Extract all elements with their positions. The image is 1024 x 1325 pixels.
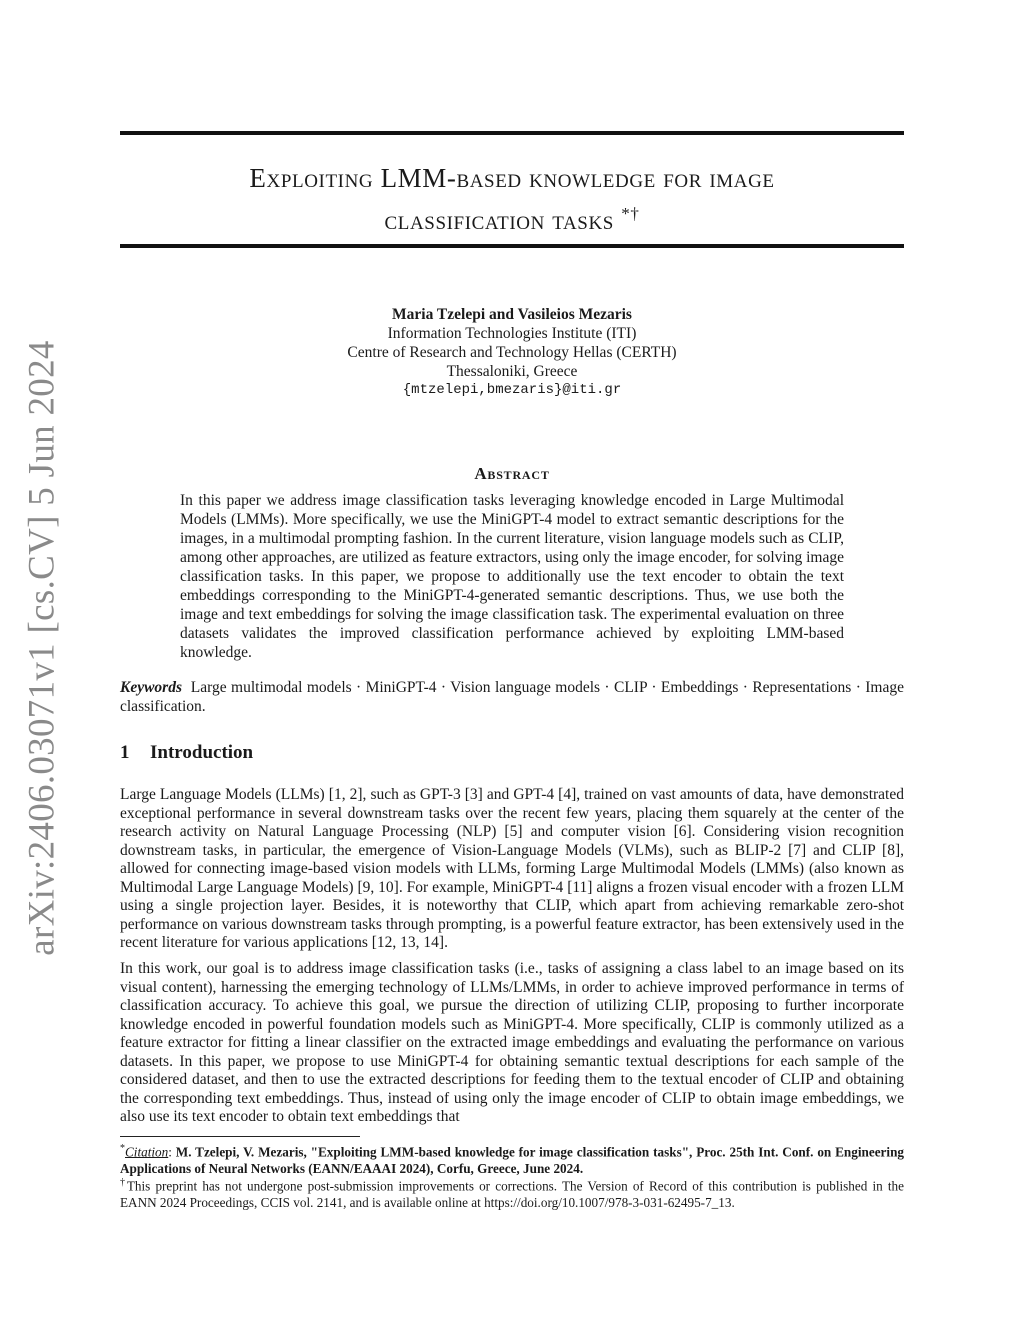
footnote-1-text: M. Tzelepi, V. Mezaris, "Exploiting LMM-based knowledge for image classification tasks", Proc. 25th Int. Conf. on Engineering Applications of Neural Networks (EANN/EAAAI 2024), Corfu, Greece, June 2024. <box>120 1144 904 1176</box>
author-location: Thessaloniki, Greece <box>446 363 578 380</box>
keywords-text: Large multimodal models · MiniGPT-4 · Vision language models · CLIP · Embeddings · Representations · Image classification. <box>120 679 905 715</box>
author-block <box>120 305 904 400</box>
title-bottom-rule <box>120 244 904 248</box>
keywords-label: Keywords <box>120 679 182 696</box>
intro-paragraph-1: Large Language Models (LLMs) [1, 2], such as GPT-3 [3] and GPT-4 [4], trained on vast amounts of data, have demonstrated exceptional performance in several downstream tasks over the recent few years, placing them squarely at the center of the research activity on Natural Language Processing (NLP) [5] and computer vision [6]. Considering vision recognition downstream tasks, in particular, the emergence of Vision-Language Models (VLMs), such as BLIP-2 [7] and CLIP [8], allowed for connecting image-based vision models with LLMs, forming Large Multimodal Models (LMMs) (also known as Multimodal Large Language Models) [9, 10]. For example, MiniGPT-4 [11] aligns a frozen visual encoder with a frozen LLM using a single projection layer. Besides, it is noteworthy that CLIP, which apart from achieving remarkable zero-shot performance on various downstream tasks through prompting, is a powerful feature extractor, has been extensively used in the recent literature for various applications [12, 13, 14]. <box>120 786 904 951</box>
title-line-1: Exploiting LMM-based knowledge for image <box>249 163 775 193</box>
footnote-preprint <box>120 1175 904 1211</box>
paper-title <box>120 160 904 238</box>
affiliation-1: Information Technologies Institute (ITI) <box>387 325 637 342</box>
keywords <box>120 679 904 716</box>
abstract-heading: Abstract <box>474 464 550 483</box>
section-heading <box>120 742 253 764</box>
abstract-text: In this paper we address image classification tasks leveraging knowledge encoded in Large Multimodal Models (LMMs). More specifically, we use the MiniGPT-4 model to extract semantic descriptions for the images, in a multimodal prompting fashion. In the current literature, vision language models such as CLIP, among other approaches, are utilized as feature extractors, using only the image encoder, for solving image classification tasks. In this paper, we propose to additionally use the text encoder to obtain the text embeddings corresponding to the MiniGPT-4-generated semantic descriptions. Thus, we use both the image and text embeddings for solving the image classification task. The experimental evaluation on three datasets validates the improved classification performance achieved by exploiting LMM-based knowledge. <box>180 492 844 661</box>
section-number: 1 <box>120 742 130 763</box>
affiliation-2: Centre of Research and Technology Hellas (CERTH) <box>347 344 677 361</box>
footnote-1-mark: * <box>120 1143 125 1154</box>
footnote-rule <box>120 1136 360 1137</box>
title-marks: *† <box>621 204 640 223</box>
footnote-2-mark: † <box>120 1177 127 1188</box>
title-line-2-text: classification tasks <box>384 205 614 235</box>
footnote-2-text: This preprint has not undergone post-submission improvements or corrections. The Version of Record of this contribution is published in the EANN 2024 Proceedings, CCIS vol. 2141, and is available online at https://doi.org/10.1007/978-3-031-62495-7_13. <box>120 1178 905 1210</box>
title-line-2 <box>120 196 904 238</box>
arxiv-stamp-text: arXiv:2406.03071v1 [cs.CV] 5 Jun 2024 <box>21 340 63 956</box>
section-title: Introduction <box>150 742 254 763</box>
intro-paragraph-2: In this work, our goal is to address image classification tasks (i.e., tasks of assigning a class label to an image based on its visual content), harnessing the emerging technology of LLMs/LMMs, in order to achieve improved performance in terms of classification accuracy. To achieve this goal, we pursue the direction of utilizing CLIP, proposing to further incorporate knowledge encoded in powerful foundation models such as MiniGPT-4. More specifically, CLIP is commonly utilized as a feature extractor for fitting a linear classifier on the extracted image embeddings and evaluating the performance on various datasets. In this paper, we propose to use MiniGPT-4 for obtaining semantic textual descriptions for each sample of the considered dataset, and then to use the extracted descriptions for feeding them to the textual encoder of CLIP and obtaining the corresponding text embeddings. Thus, instead of using only the image encoder of CLIP to obtain image embeddings, we also use its text encoder to obtain text embeddings that <box>120 960 904 1125</box>
footnote-1-label: Citation <box>125 1144 169 1160</box>
footnote-citation: *Citation: M. Tzelepi, V. Mezaris, "Exploiting LMM-based knowledge for image classification tasks", Proc. 25th Int. Conf. on Engineering Applications of Neural Networks (EANN/EAAAI 2024), Corfu, Greece, June 2024. <box>120 1143 904 1176</box>
title-top-rule <box>120 131 904 135</box>
author-email: {mtzelepi,bmezaris}@iti.gr <box>402 382 622 398</box>
author-names: Maria Tzelepi and Vasileios Mezaris <box>392 306 632 323</box>
